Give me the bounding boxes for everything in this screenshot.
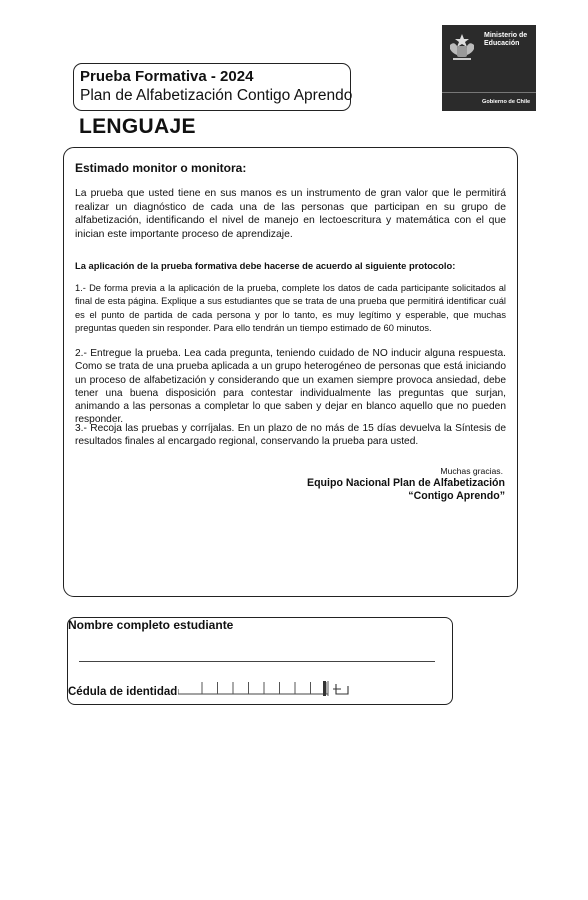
- chile-coat-of-arms-icon: [446, 31, 478, 63]
- id-separator: [323, 681, 326, 696]
- signature-team: [307, 477, 505, 503]
- id-check-digit-box[interactable]: [333, 684, 348, 694]
- ministry-logo: [442, 25, 536, 111]
- test-title: Prueba Formativa - 2024: [80, 68, 254, 85]
- instructions-box: [63, 147, 518, 597]
- logo-divider: [442, 92, 536, 93]
- intro-paragraph: La prueba que usted tiene en sus manos es un instrumento de gran valor que le permitirá realizar un diagnóstico de cada una de las personas que participan en su grupo de alfabetización, identificando el nivel de manejo en lectoescritura y matemática con el que inician este importante proceso de aprendizaje.: [75, 188, 506, 240]
- id-number-label: Cédula de identidad: [68, 686, 178, 698]
- student-name-field[interactable]: [79, 661, 435, 662]
- protocol-heading: La aplicación de la prueba formativa debe hacerse de acuerdo al siguiente protocolo:: [75, 260, 456, 271]
- student-data-box: [67, 617, 453, 705]
- protocol-step-1: 1.- De forma previa a la aplicación de la prueba, complete los datos de cada participante solicitados al final de esta página. Explique a sus estudiantes que se trata de una prueba que permitirá identificar cuál es el punto de partida de cada persona y por lo tanto, es muy legítimo y esperable, que muchas preguntas queden sin responder. Para ello tendrán un tiempo estimado de 60 minutos.: [75, 283, 506, 333]
- program-name: “Contigo Aprendo”: [408, 490, 505, 502]
- protocol-step-3: 3.- Recoja las pruebas y corríjalas. En un plazo de no más de 15 días devuelva la Síntesis de resultados finales al encargado regional, conservando la prueba para usted.: [75, 423, 506, 448]
- team-name: Equipo Nacional Plan de Alfabetización: [307, 477, 505, 489]
- thanks-note: Muchas gracias.: [440, 466, 503, 476]
- subject-heading: LENGUAJE: [79, 115, 196, 138]
- program-subtitle: Plan de Alfabetización Contigo Aprendo: [80, 87, 353, 104]
- ministry-name-line2: Educación: [484, 40, 520, 47]
- government-name: Gobierno de Chile: [482, 99, 531, 105]
- student-name-label: Nombre completo estudiante: [68, 618, 234, 632]
- ministry-name-line1: Ministerio de: [484, 32, 528, 39]
- protocol-step-2: 2.- Entregue la prueba. Lea cada pregunta, teniendo cuidado de NO inducir alguna respuesta. Como se trata de una prueba aplicada a un grupo heterogéneo de personas que está iniciando un proceso de alfabetización y considerando que un examen siempre provoca ansiedad, debe tener una buena disposición para contestar individualmente las preguntas que surjan, animando a las personas a completar lo que saben y dejar en blanco aquello que no pueden responder.: [75, 348, 506, 426]
- greeting: Estimado monitor o monitora:: [75, 161, 247, 175]
- id-number-field[interactable]: [178, 680, 353, 698]
- title-box: [73, 63, 351, 111]
